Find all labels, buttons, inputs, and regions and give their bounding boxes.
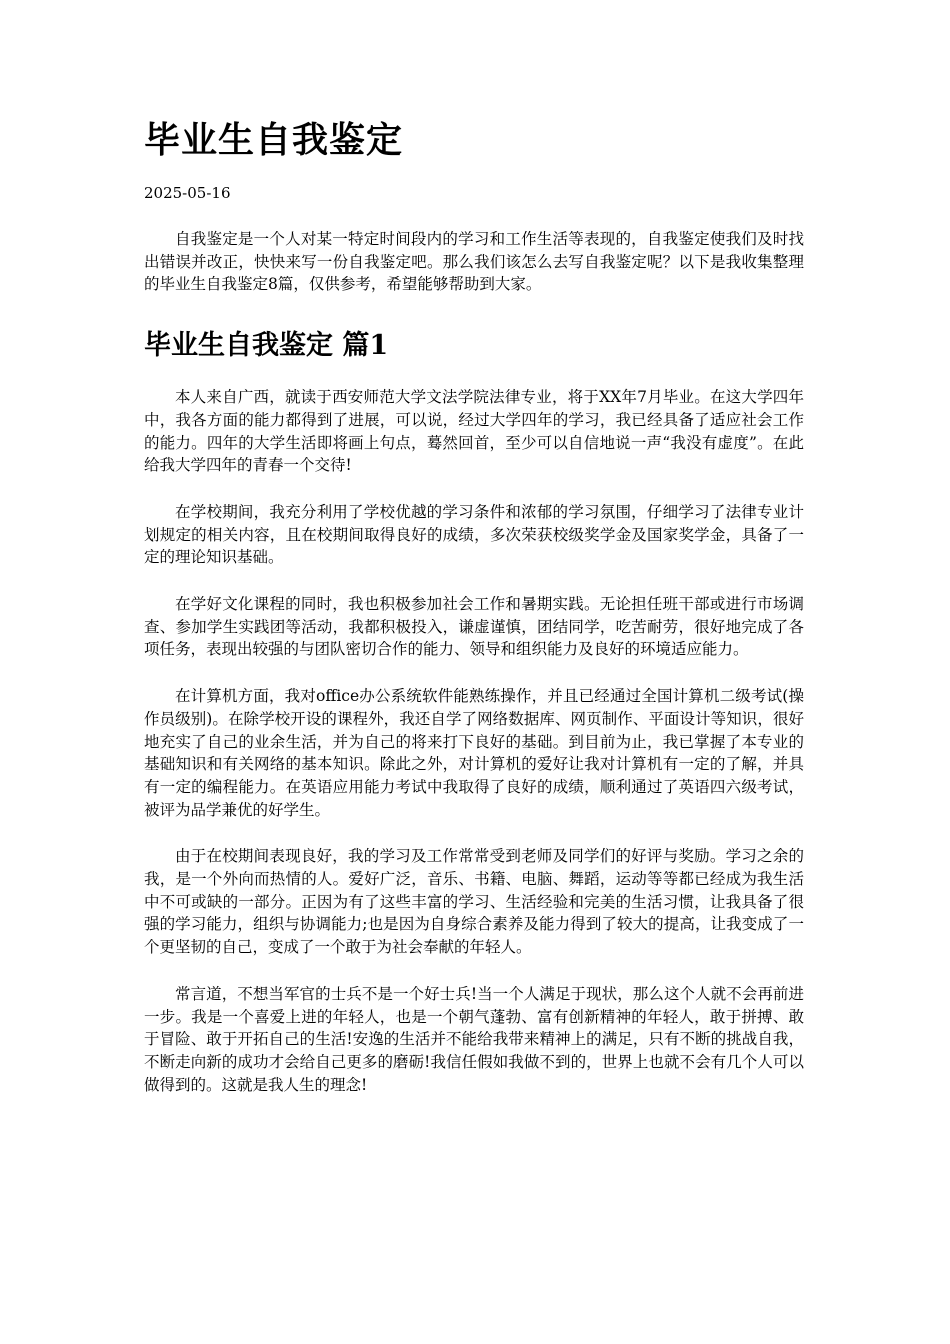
body-paragraph-6: 常言道，不想当军官的士兵不是一个好士兵!当一个人满足于现状，那么这个人就不会再前进一步。我是一个喜爱上进的年轻人，也是一个朝气蓬勃、富有创新精神的年轻人，敢于拼搏、敢于冒险、敢于开拓自己的生活!安逸的生活并不能给我带来精神上的满足，只有不断的挑战自我，不断走向新的成功才会给自己更多的磨砺!我信任假如我做不到的，世界上也就不会有几个人可以做得到的。这就是我人生的理念! <box>144 984 804 1094</box>
body-paragraph-2: 在学校期间，我充分利用了学校优越的学习条件和浓郁的学习氛围，仔细学习了法律专业计划规定的相关内容，且在校期间取得良好的成绩，多次荣获校级奖学金及国家奖学金，具备了一定的理论知识基础。 <box>144 502 804 567</box>
body-paragraph-1: 本人来自广西，就读于西安师范大学文法学院法律专业，将于XX年7月毕业。在这大学四年中，我各方面的能力都得到了进展，可以说，经过大学四年的学习，我已经具备了适应社会工作的能力。四年的大学生活即将画上句点，蓦然回首，至少可以自信地说一声“我没有虚度”。在此给我大学四年的青春一个交待! <box>144 388 804 475</box>
intro-block <box>144 228 804 296</box>
document-page <box>144 112 804 1120</box>
publish-date: 2025-05-16 <box>144 184 231 202</box>
section-heading: 毕业生自我鉴定 篇1 <box>144 330 389 362</box>
section-body <box>144 386 804 1096</box>
document-title: 毕业生自我鉴定 <box>144 119 404 161</box>
body-paragraph-4: 在计算机方面，我对office办公系统软件能熟练操作，并且已经通过全国计算机二级考试(操作员级别)。在除学校开设的课程外，我还自学了网络数据库、网页制作、平面设计等知识，很好地充实了自己的业余生活，并为自己的将来打下良好的基础。到目前为止，我已掌握了本专业的基础知识和有关网络的基本知识。除此之外，对计算机的爱好让我对计算机有一定的了解，并具有一定的编程能力。在英语应用能力考试中我取得了良好的成绩，顺利通过了英语四六级考试，被评为品学兼优的好学生。 <box>144 687 804 819</box>
body-paragraph-5: 由于在校期间表现良好，我的学习及工作常常受到老师及同学们的好评与奖励。学习之余的我，是一个外向而热情的人。爱好广泛，音乐、书籍、电脑、舞蹈，运动等等都已经成为我生活中不可或缺的一部分。正因为有了这些丰富的学习、生活经验和完美的生活习惯，让我具备了很强的学习能力，组织与协调能力;也是因为自身综合素养及能力得到了较大的提高，让我变成了一个更坚韧的自己，变成了一个敢于为社会奉献的年轻人。 <box>144 847 804 957</box>
body-paragraph-3: 在学好文化课程的同时，我也积极参加社会工作和暑期实践。无论担任班干部或进行市场调查、参加学生实践团等活动，我都积极投入，谦虚谨慎，团结同学，吃苦耐劳，很好地完成了各项任务，表现出较强的与团队密切合作的能力、领导和组织能力及良好的环境适应能力。 <box>144 595 804 659</box>
intro-paragraph: 自我鉴定是一个人对某一特定时间段内的学习和工作生活等表现的，自我鉴定使我们及时找出错误并改正，快快来写一份自我鉴定吧。那么我们该怎么去写自我鉴定呢？以下是我收集整理的毕业生自我鉴定8篇，仅供参考，希望能够帮助到大家。 <box>144 230 804 294</box>
